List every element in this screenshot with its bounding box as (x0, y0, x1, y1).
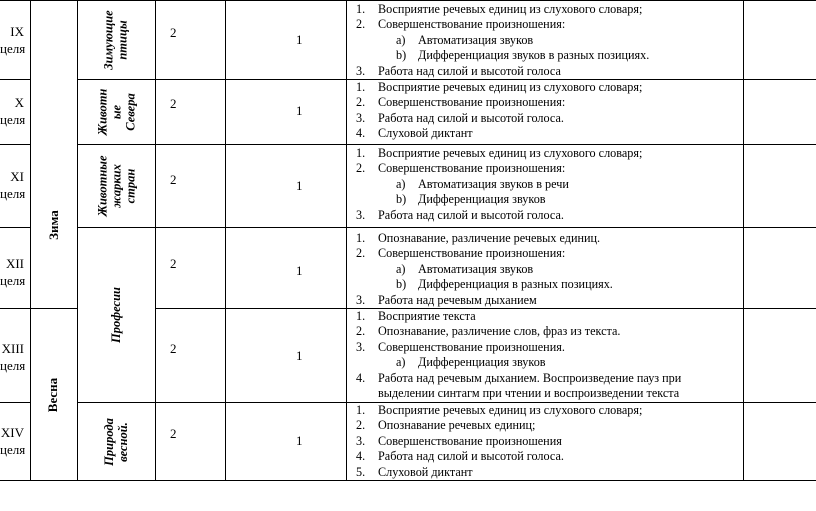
topic-label: Животн ые Севера (94, 88, 137, 136)
item-text: Совершенствование произношения: (378, 17, 566, 32)
item-text: Дифференциация звуков (418, 192, 546, 207)
list-item (348, 231, 613, 246)
item-marker: 2. (356, 324, 366, 339)
list-item (348, 403, 642, 418)
list-item (348, 146, 642, 161)
item-marker: 2. (356, 246, 366, 261)
season-cell (30, 150, 77, 300)
week-number: IX (10, 24, 24, 39)
row-border (0, 144, 30, 145)
list-item (348, 161, 642, 176)
topic-label: Професии (108, 286, 123, 344)
list-item (348, 418, 642, 433)
content-list (348, 80, 642, 142)
item-text: Опознавание речевых единиц; (378, 418, 536, 433)
week-label: целя (0, 41, 26, 56)
content-list (348, 2, 649, 79)
item-text: Слуховой диктант (378, 464, 473, 479)
list-item (348, 386, 681, 401)
topic-label: Природа весной. (102, 417, 130, 466)
item-marker: 3. (356, 292, 366, 307)
week-number: XI (10, 169, 24, 184)
item-marker: 3. (356, 110, 366, 125)
hours-value: 2 (170, 426, 177, 441)
column-border (743, 0, 744, 481)
list-item (348, 293, 613, 308)
item-text: Совершенствование произношения: (378, 246, 566, 261)
item-text: Совершенствование произношения (378, 433, 562, 448)
item-marker: 3. (356, 63, 366, 78)
lessons-value: 1 (296, 263, 303, 278)
week-number: XIII (1, 341, 24, 356)
item-text: Опознавание, различение речевых единиц. (378, 231, 601, 245)
item-marker: b) (396, 48, 407, 63)
item-text: Восприятие речевых единиц из слухового словаря; (378, 146, 643, 160)
week-number: X (14, 95, 24, 110)
sub-item (348, 177, 642, 192)
topic-label: Животные жарких стран (94, 155, 137, 217)
item-text: Автоматизация звуков (418, 32, 534, 47)
item-text: Восприятие речевых единиц из слухового словаря; (378, 2, 643, 16)
sub-item (348, 277, 613, 292)
list-item (348, 208, 642, 223)
list-item (348, 309, 681, 324)
list-item (348, 340, 681, 355)
item-text: Совершенствование произношения: (378, 161, 566, 176)
item-marker: 4. (356, 126, 366, 141)
sub-item (348, 262, 613, 277)
list-item (348, 64, 649, 79)
item-text: Автоматизация звуков (418, 261, 534, 276)
list-item (348, 17, 649, 32)
sub-item (348, 48, 649, 63)
topic-label: Зимующие птицы (102, 9, 130, 70)
item-text: Автоматизация звуков в речи (418, 176, 569, 191)
week-cell (0, 23, 30, 57)
item-text: Работа над речевым дыханием (378, 292, 537, 307)
week-cell (0, 94, 30, 128)
column-border (225, 0, 226, 481)
week-number: XIV (0, 425, 24, 440)
row-border (77, 144, 816, 145)
list-item (348, 449, 642, 464)
item-marker: 2. (356, 17, 366, 32)
item-text: Совершенствование произношения. (378, 339, 565, 354)
week-label: целя (0, 358, 26, 373)
item-marker: 1. (356, 403, 366, 417)
lessons-value: 1 (296, 178, 303, 193)
list-item (348, 2, 649, 17)
item-text: Дифференциация звуков в разных позициях. (418, 48, 650, 63)
item-marker: 2. (356, 95, 366, 110)
item-marker: a) (396, 32, 406, 47)
row-border (0, 227, 30, 228)
week-cell (0, 168, 30, 202)
sub-item (348, 355, 681, 370)
hours-value: 2 (170, 25, 177, 40)
row-border (77, 227, 816, 228)
row-border (0, 79, 30, 80)
item-text: Работа над речевым дыханием. Воспроизведение пауз при (378, 370, 682, 385)
item-text: Восприятие речевых единиц из слухового словаря; (378, 403, 643, 417)
item-text: Работа над силой и высотой голоса. (378, 207, 564, 222)
list-item (348, 324, 681, 339)
item-marker: b) (396, 192, 407, 207)
item-marker: b) (396, 277, 407, 292)
item-text: Совершенствование произношения: (378, 95, 566, 110)
item-marker: a) (396, 355, 406, 370)
item-marker: 2. (356, 161, 366, 176)
week-cell (0, 424, 30, 458)
item-marker: 4. (356, 449, 366, 464)
item-text: Работа над силой и высотой голоса. (378, 110, 564, 125)
week-cell (0, 255, 30, 289)
item-text: Работа над силой и высотой голоса. (378, 449, 564, 464)
week-cell (0, 340, 30, 374)
row-border (0, 402, 30, 403)
content-list (348, 146, 642, 223)
hours-value: 2 (170, 256, 177, 271)
lessons-value: 1 (296, 348, 303, 363)
list-item (348, 80, 642, 95)
lessons-value: 1 (296, 103, 303, 118)
week-label: целя (0, 442, 26, 457)
list-item (348, 434, 642, 449)
row-border (0, 308, 30, 309)
item-marker: a) (396, 261, 406, 276)
list-item (348, 246, 613, 261)
item-text: выделении синтагм при чтении и воспроизведении текста (378, 386, 680, 401)
item-text: Слуховой диктант (378, 126, 473, 141)
hours-value: 2 (170, 341, 177, 356)
content-list (348, 403, 642, 480)
topic-cell (77, 0, 155, 79)
item-marker: 1. (356, 309, 366, 323)
item-marker: 5. (356, 464, 366, 479)
row-border (30, 308, 77, 309)
item-marker: 2. (356, 418, 366, 433)
season-cell (30, 330, 77, 460)
column-border (155, 0, 156, 481)
list-item (348, 126, 642, 141)
list-item (348, 465, 642, 480)
item-marker: 3. (356, 339, 366, 354)
week-label: целя (0, 273, 26, 288)
topic-cell (77, 80, 155, 144)
topic-cell (77, 228, 155, 402)
list-item (348, 95, 642, 110)
week-label: целя (0, 186, 26, 201)
item-marker: 1. (356, 2, 366, 16)
topic-cell (77, 403, 155, 480)
item-text: Дифференциация звуков (418, 355, 546, 370)
item-marker: a) (396, 176, 406, 191)
item-marker: 1. (356, 231, 366, 245)
item-text: Дифференциация в разных позициях. (418, 277, 613, 292)
content-list (348, 309, 681, 401)
list-item (348, 371, 681, 386)
list-item (348, 111, 642, 126)
column-border (346, 0, 347, 481)
item-marker: 3. (356, 207, 366, 222)
season-label: Зима (45, 210, 61, 240)
sub-item (348, 33, 649, 48)
item-text: Опознавание, различение слов, фраз из текста. (378, 324, 621, 339)
item-text: Работа над силой и высотой голоса (378, 63, 561, 78)
content-list (348, 231, 613, 308)
sub-item (348, 192, 642, 207)
season-label: Весна (45, 377, 61, 413)
topic-cell (77, 145, 155, 227)
lessons-value: 1 (296, 32, 303, 47)
item-marker: 4. (356, 370, 366, 385)
week-number: XII (5, 256, 24, 271)
row-border (0, 480, 816, 481)
item-marker: 1. (356, 80, 366, 94)
lessons-value: 1 (296, 433, 303, 448)
hours-value: 2 (170, 172, 177, 187)
item-text: Восприятие текста (378, 309, 476, 323)
hours-value: 2 (170, 96, 177, 111)
item-marker: 1. (356, 146, 366, 160)
week-label: целя (0, 112, 26, 127)
item-text: Восприятие речевых единиц из слухового словаря; (378, 80, 643, 94)
item-marker: 3. (356, 433, 366, 448)
